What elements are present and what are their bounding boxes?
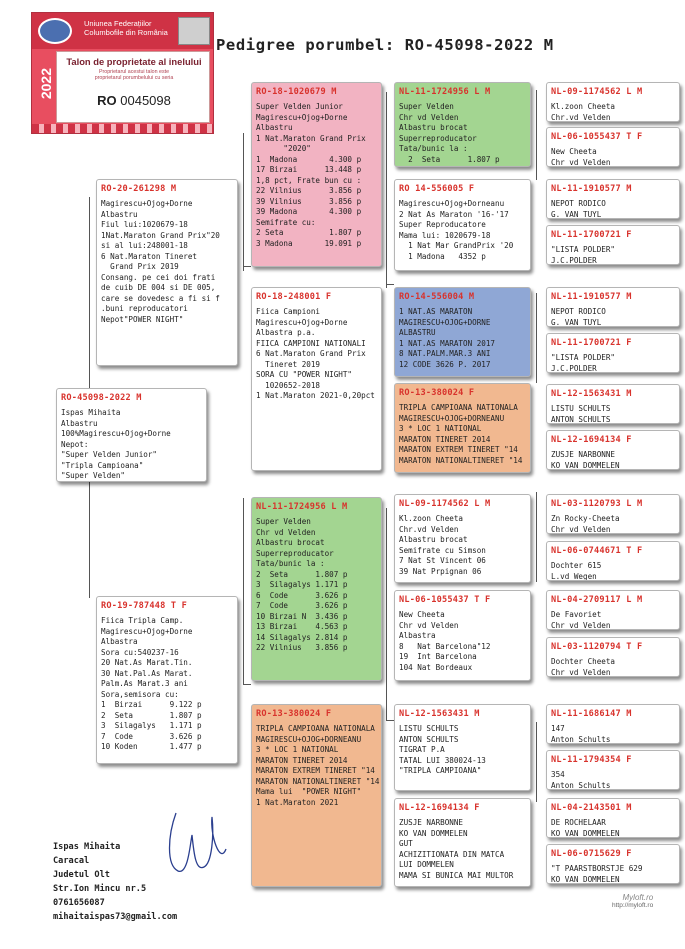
bird-ring-number: RO-45098-2022 M: [61, 393, 142, 403]
pedigree-card-sire-dam: [251, 287, 382, 471]
bird-info-line: 1 NAT.AS MARATON 2017: [399, 338, 496, 348]
pedigree-card-gen4: [546, 704, 680, 744]
bird-info-line: ANTON SCHULTS: [551, 414, 611, 424]
bird-info-line: 7 Code 3.626 p: [256, 601, 348, 610]
ticket-number: 0045098: [120, 93, 171, 108]
connector-line: [243, 684, 251, 685]
watermark-site: http://myloft.ro: [612, 902, 654, 909]
bird-info-line: 6 Nat.Maraton Tineret: [101, 251, 198, 261]
pedigree-card-gen4: [546, 287, 680, 327]
owner-street: Str.Ion Mincu nr.5: [53, 883, 147, 894]
pedigree-card-gen4: [546, 82, 680, 122]
bird-info-line: J.C.POLDER: [551, 363, 597, 373]
pedigree-card-gen4: [546, 637, 680, 677]
bird-info-line: 6 Nat.Maraton Grand Prix: [256, 349, 366, 358]
watermark-script: Myloft.ro: [622, 893, 654, 902]
pedigree-card-gen4: [546, 384, 680, 424]
bird-info-line: Anton Schults: [551, 734, 611, 744]
bird-info-line: De Favoriet: [551, 610, 602, 619]
bird-info-line: MARATON EXTREM TINERET "14: [399, 445, 518, 454]
bird-info-line: Albastru: [61, 418, 98, 428]
ticket-body: [56, 51, 210, 123]
bird-ring-number: NL-12-1694134 F: [551, 435, 632, 445]
bird-ring-number: NL-12-1563431 M: [399, 709, 480, 719]
bird-info-line: MARATON TINERET 2014: [256, 755, 348, 765]
bird-info-line: FIICA CAMPIONI NATIONALI: [256, 338, 366, 348]
bird-ring-number: NL-06-1055437 T F: [399, 595, 491, 605]
bird-info-line: 2 Nat As Maraton '16-'17: [399, 209, 509, 219]
bird-info-line: Dochter 615: [551, 561, 602, 570]
pedigree-card-main: [56, 388, 207, 482]
bird-info-line: Albastra: [399, 631, 436, 640]
bird-info-line: New Cheeta: [399, 610, 445, 619]
bird-info-line: de cuib DE 004 si DE 005,: [101, 283, 216, 292]
bird-info-line: care se dovedesc a fi si f: [101, 293, 220, 303]
bird-info-line: Semifrate cu Simson: [399, 545, 486, 555]
bird-info-line: KO VAN DOMMELEN: [551, 874, 620, 884]
bird-info-line: 30 Nat.Pal.As Marat.: [101, 668, 193, 678]
bird-info-line: 1 Nat Mar GrandPrix '20: [399, 241, 514, 250]
bird-info-line: Albastru: [101, 209, 138, 219]
connector-line: [386, 92, 387, 288]
bird-info-line: 3 Silagalys 1.171 p: [256, 580, 348, 589]
bird-info-line: ZUSJE NARBONNE: [551, 450, 616, 459]
bird-info-line: Nepot:: [61, 439, 89, 449]
bird-info-line: Ispas Mihaita: [61, 408, 121, 417]
bird-info-line: Tata/bunic la :: [399, 144, 468, 153]
ticket-year: 2022: [38, 68, 54, 100]
bird-info-line: 39 Nat Prpignan 06: [399, 566, 482, 576]
bird-ring-number: NL-12-1694134 F: [399, 803, 480, 813]
bird-info-line: 1Nat.Maraton Grand Prix"20: [101, 230, 220, 240]
bird-info-line: Magirescu+Ojog+Dorne: [256, 317, 348, 327]
bird-info-line: LISTU SCHULTS: [399, 724, 459, 733]
bird-ring-number: NL-11-1700721 F: [551, 338, 632, 348]
ticket-subtext: [59, 69, 209, 82]
bird-info-line: Albastru brocat: [399, 123, 468, 132]
bird-info-line: NEPOT RODICO: [551, 199, 606, 208]
bird-ring-number: NL-03-1120793 L M: [551, 499, 643, 509]
bird-ring-number: NL-06-1055437 T F: [551, 132, 643, 142]
connector-line: [536, 293, 537, 383]
bird-info-line: Tineret 2019: [256, 359, 321, 369]
bird-ring-number: NL-09-1174562 L M: [551, 87, 643, 97]
pedigree-card-gen4: [546, 750, 680, 790]
bird-ring-number: NL-11-1910577 M: [551, 184, 632, 194]
bird-info-line: Fiica Tripla Camp.: [101, 616, 184, 625]
bird-info-line: 22 Vilnius 3.856 p: [256, 643, 348, 652]
bird-info-line: Albastra: [101, 637, 138, 646]
bird-info-line: New Cheeta: [551, 147, 597, 156]
bird-info-line: 10 Birzai N 3.436 p: [256, 611, 348, 621]
bird-info-line: 1 Madona 4.300 p: [256, 154, 362, 164]
connector-line: [243, 498, 244, 684]
bird-info-line: 10 Koden 1.477 p: [101, 742, 202, 751]
ticket-heading: Talon de proprietate al inelului: [66, 56, 202, 67]
pedigree-card-dam-sire-dam: [394, 590, 531, 681]
bird-info-line: 1020652-2018: [256, 380, 321, 390]
bird-ring-number: RO-14-556004 M: [399, 292, 475, 302]
bird-info-line: 1 Nat.Maraton 2021-0,20pct: [256, 391, 375, 400]
bird-info-line: Magirescu+Ojog+Dorne: [101, 626, 193, 636]
bird-info-line: Chr vd Velden: [399, 112, 459, 122]
pedigree-card-dam-sire: [251, 497, 382, 681]
bird-info-line: 17 Birzai 13.448 p: [256, 165, 362, 174]
bird-info-line: 1 Madona 4352 p: [399, 251, 486, 261]
pedigree-card-sire: [96, 179, 238, 366]
bird-info-line: 8 NAT.PALM.MAR.3 ANI: [399, 349, 491, 358]
bird-info-line: DE ROCHELAAR: [551, 818, 606, 827]
bird-info-line: Sora cu:540237-16: [101, 647, 179, 657]
connector-line: [243, 133, 244, 271]
bird-info-line: Dochter Cheeta: [551, 657, 616, 666]
bird-ring-number: RO-18-1020679 M: [256, 87, 337, 97]
bird-info-line: Zn Rocky-Cheeta: [551, 514, 620, 523]
bird-ring-number: RO-20-261298 M: [101, 184, 177, 194]
ticket-subtext-line: proprietarul porumbelului cu seria: [94, 75, 174, 82]
bird-info-line: LUI DOMMELEN: [399, 860, 454, 869]
connector-line: [536, 90, 537, 180]
bird-info-line: KO VAN DOMMELEN: [399, 828, 468, 838]
bird-info-line: MARATON EXTREM TINERET "14: [256, 766, 375, 775]
bird-ring-number: NL-11-1724956 L M: [399, 87, 491, 97]
bird-info-line: Super Velden Junior: [256, 102, 343, 111]
pedigree-card-dam-dam-dam: [394, 798, 531, 887]
pedigree-card-gen4: [546, 541, 680, 581]
bird-info-line: 19 Int Barcelona: [399, 652, 477, 661]
bird-info-line: Super Velden: [399, 102, 454, 111]
bird-ring-number: NL-03-1120794 T F: [551, 642, 643, 652]
pedigree-card-dam-sire-sire: [394, 494, 531, 583]
bird-ring-number: NL-12-1563431 M: [551, 389, 632, 399]
bird-ring-number: NL-11-1700721 F: [551, 230, 632, 240]
bird-info-line: Palm.As Marat.3 ani: [101, 679, 188, 688]
bird-ring-number: RO 14-556005 F: [399, 184, 475, 194]
bird-info-line: Consang. pe cei doi frati: [101, 272, 216, 282]
bird-info-line: Albastru brocat: [399, 535, 468, 544]
federation-name: [84, 19, 168, 37]
bird-info-line: Chr vd Velden: [399, 620, 459, 630]
connector-line: [536, 722, 537, 802]
bird-info-line: ALBASTRU: [399, 328, 436, 337]
bird-info-line: "LISTA POLDER": [551, 353, 616, 362]
pedigree-card-gen4: [546, 494, 680, 534]
bird-info-line: Semifrate cu:: [256, 217, 316, 227]
bird-info-line: 147: [551, 724, 565, 733]
pedigree-card-sire-dam-sire: [394, 287, 531, 377]
bird-info-line: "Super Velden": [61, 471, 126, 480]
bird-info-line: .buni reproducatori: [101, 304, 188, 313]
bird-info-line: "T PAARSTBORSTJE 629: [551, 864, 643, 873]
bird-info-line: Magirescu+Ojog+Dorne: [101, 199, 193, 208]
owner-email: mihaitaispas73@gmail.com: [53, 911, 178, 922]
bird-info-line: ACHIZITIONATA DIN MATCA: [399, 849, 505, 859]
pedigree-card-gen4: [546, 590, 680, 630]
bird-info-line: 12 CODE 3626 P. 2017: [399, 359, 491, 369]
bird-info-line: "2020": [256, 144, 311, 153]
pedigree-card-gen4: [546, 225, 680, 265]
owner-city: Caracal: [53, 855, 90, 866]
owner-name: Ispas Mihaita: [53, 842, 121, 852]
watermark: [612, 893, 653, 909]
bird-ring-number: RO-13-380024 F: [399, 388, 475, 398]
pedigree-card-gen4: [546, 127, 680, 167]
bird-info-line: Chr.vd Velden: [399, 524, 459, 534]
bird-info-line: ANTON SCHULTS: [399, 734, 459, 744]
federation-logo-icon: [38, 18, 72, 44]
bird-info-line: MAGIRESCU+OJOG+DORNE: [399, 317, 491, 327]
bird-info-line: NEPOT RODICO: [551, 307, 606, 316]
bird-info-line: 1 Nat.Maraton 2021: [256, 797, 339, 807]
bird-info-line: TRIPLA CAMPIOANA NATIONALA: [256, 724, 375, 733]
bird-info-line: MAGIRESCU+OJOG+DORNEANU: [399, 413, 505, 423]
bird-info-line: Albastru brocat: [256, 538, 325, 547]
bird-info-line: Magirescu+Ojog+Dorne: [256, 112, 348, 122]
ticket-bottom-pattern: [32, 124, 214, 134]
pedigree-card-sire-sire-dam: [394, 179, 531, 271]
bird-info-line: 2 Seta 1.807 p: [399, 154, 500, 164]
bird-info-line: TIGRAT P.A: [399, 745, 445, 754]
bird-info-line: Super Reproducatore: [399, 220, 486, 229]
bird-info-line: 2 Seta 1.807 p: [256, 228, 362, 237]
bird-ring-number: NL-11-1724956 L M: [256, 502, 348, 512]
bird-ring-number: RO-18-248001 F: [256, 292, 332, 302]
ring-ownership-ticket: [31, 12, 214, 134]
bird-info-line: Chr.vd Velden: [551, 112, 611, 122]
bird-info-line: "Super Velden Junior": [61, 450, 158, 459]
pedigree-card-gen4: [546, 179, 680, 219]
bird-info-line: 22 Vilnius 3.856 p: [256, 186, 362, 195]
bird-info-line: G. VAN TUYL: [551, 209, 602, 219]
bird-info-line: TRIPLA CAMPIOANA NATIONALA: [399, 403, 518, 412]
bird-info-line: 1 Birzai 9.122 p: [101, 700, 202, 709]
pedigree-card-sire-dam-dam: [394, 383, 531, 473]
bird-info-line: MARATON TINERET 2014: [399, 434, 491, 444]
bird-info-line: 1 Nat.Maraton Grand Prix: [256, 133, 366, 143]
bird-info-line: 100%Magirescu+Ojog+Dorne: [61, 429, 171, 438]
bird-info-line: 7 Nat St Vincent 06: [399, 556, 486, 565]
bird-ring-number: RO-13-380024 F: [256, 709, 332, 719]
bird-info-line: 1,8 pct, Frate bun cu :: [256, 175, 362, 185]
bird-info-line: 3 * LOC 1 NATIONAL: [256, 745, 339, 754]
ticket-ring-number: [59, 93, 209, 108]
bird-info-line: "Tripla Campioana": [61, 460, 144, 470]
ticket-subtext-line: Proprietarul acestui talon este: [98, 69, 170, 75]
bird-info-line: 3 Silagalys 1.171 p: [101, 721, 202, 730]
pedigree-card-dam: [96, 596, 238, 764]
bird-info-line: 2 Seta 1.807 p: [101, 710, 202, 720]
bird-info-line: Grand Prix 2019: [101, 262, 179, 271]
bird-info-line: Albastra p.a.: [256, 328, 316, 337]
bird-info-line: 20 Nat.As Marat.Tin.: [101, 658, 193, 667]
connector-line: [536, 492, 537, 582]
bird-info-line: Superreproducator: [399, 133, 477, 143]
bird-info-line: Tata/bunic la :: [256, 559, 325, 568]
bird-info-line: 39 Madona 4.300 p: [256, 207, 362, 216]
bird-info-line: MARATON NATIONALTINERET "14: [256, 776, 380, 786]
pedigree-card-gen4: [546, 798, 680, 838]
bird-info-line: MAGIRESCU+OJOG+DORNEANU: [256, 734, 362, 744]
bird-info-line: Chr vd Velden: [551, 524, 611, 534]
bird-info-line: Chr vd Velden: [551, 157, 611, 167]
connector-line: [243, 266, 251, 267]
bird-info-line: 3 Madona 19.091 p: [256, 238, 362, 248]
connector-line: [89, 197, 90, 388]
bird-info-line: Fiica Campioni: [256, 307, 321, 316]
bird-ring-number: NL-09-1174562 L M: [399, 499, 491, 509]
bird-info-line: si al lui:248001-18: [101, 241, 188, 250]
bird-info-line: 1 NAT.AS MARATON: [399, 307, 473, 316]
bird-info-line: 354: [551, 770, 565, 779]
owner-phone: 0761656087: [53, 897, 105, 908]
bird-info-line: L.vd Wegen: [551, 571, 597, 581]
ticket-stamp-icon: [178, 17, 210, 45]
bird-ring-number: NL-11-1794354 F: [551, 755, 632, 765]
bird-info-line: 6 Code 3.626 p: [256, 590, 348, 600]
bird-info-line: Superreproducator: [256, 548, 334, 558]
bird-info-line: Nepot"POWER NIGHT": [101, 314, 184, 324]
pedigree-card-gen4: [546, 844, 680, 884]
bird-info-line: MARATON NATIONALTINERET "14: [399, 455, 523, 465]
bird-ring-number: NL-11-1910577 M: [551, 292, 632, 302]
pedigree-card-gen4: [546, 430, 680, 470]
bird-info-line: KO VAN DOMMELEN: [551, 460, 620, 470]
federation-line: Columbofile din România: [84, 28, 168, 37]
bird-info-line: Mama lui "POWER NIGHT": [256, 787, 362, 796]
ticket-series: RO: [97, 93, 117, 108]
bird-info-line: 3 * LOC 1 NATIONAL: [399, 424, 482, 433]
bird-info-line: MAMA SI BUNICA MAI MULTOR: [399, 870, 514, 880]
bird-info-line: 39 Vilnius 3.856 p: [256, 196, 362, 206]
pedigree-card-sire-sire: [251, 82, 382, 267]
bird-info-line: 13 Birzai 4.563 p: [256, 622, 348, 631]
bird-info-line: LISTU SCHULTS: [551, 404, 611, 413]
page-title: Pedigree porumbel: RO-45098-2022 M: [216, 36, 554, 54]
connector-line: [386, 508, 387, 720]
bird-info-line: Magirescu+Ojog+Dorneanu: [399, 199, 505, 208]
bird-info-line: Albastru: [256, 123, 293, 132]
bird-ring-number: NL-04-2143501 M: [551, 803, 632, 813]
bird-info-line: Fiul lui:1020679-18: [101, 220, 188, 229]
bird-info-line: J.C.POLDER: [551, 255, 597, 265]
bird-ring-number: NL-06-0744671 T F: [551, 546, 643, 556]
pedigree-card-sire-sire-sire: [394, 82, 531, 167]
bird-info-line: Kl.zoon Cheeta: [551, 102, 616, 111]
owner-county: Judetul Olt: [53, 869, 110, 880]
bird-info-line: "LISTA POLDER": [551, 245, 616, 254]
bird-info-line: "TRIPLA CAMPIOANA": [399, 766, 482, 775]
bird-ring-number: NL-11-1686147 M: [551, 709, 632, 719]
bird-info-line: Chr vd Velden: [551, 667, 611, 677]
bird-info-line: 14 Silagalys 2.814 p: [256, 632, 348, 642]
bird-ring-number: NL-04-2709117 L M: [551, 595, 643, 605]
bird-info-line: G. VAN TUYL: [551, 317, 602, 327]
owner-address: [53, 841, 177, 924]
bird-info-line: GUT: [399, 839, 413, 848]
federation-line: Uniunea Federațiilor: [84, 19, 152, 28]
bird-info-line: KO VAN DOMMELEN: [551, 828, 620, 838]
connector-line: [89, 482, 90, 598]
connector-line: [386, 720, 394, 721]
bird-info-line: SORA CU "POWER NIGHT": [256, 370, 353, 379]
bird-info-line: TATAL LUI 380024-13: [399, 755, 486, 765]
connector-line: [386, 284, 394, 285]
bird-ring-number: RO-19-787448 T F: [101, 601, 187, 611]
bird-info-line: 8 Nat Barcelona"12: [399, 641, 491, 651]
bird-info-line: Chr vd Velden: [256, 527, 316, 537]
bird-info-line: ZUSJE NARBONNE: [399, 818, 464, 827]
bird-info-line: Chr vd Velden: [551, 620, 611, 630]
pedigree-card-gen4: [546, 333, 680, 373]
bird-ring-number: NL-06-0715629 F: [551, 849, 632, 859]
bird-info-line: Mama lui: 1020679-18: [399, 230, 491, 240]
bird-info-line: Super Velden: [256, 517, 311, 526]
pedigree-card-dam-dam: [251, 704, 382, 887]
bird-info-line: Anton Schults: [551, 780, 611, 790]
bird-info-line: 7 Code 3.626 p: [101, 731, 202, 741]
pedigree-card-dam-dam-sire: [394, 704, 531, 791]
bird-info-line: 104 Nat Bordeaux: [399, 662, 473, 672]
bird-info-line: Kl.zoon Cheeta: [399, 514, 464, 523]
bird-info-line: 2 Seta 1.807 p: [256, 569, 348, 579]
bird-info-line: Sora,semisora cu:: [101, 689, 179, 699]
